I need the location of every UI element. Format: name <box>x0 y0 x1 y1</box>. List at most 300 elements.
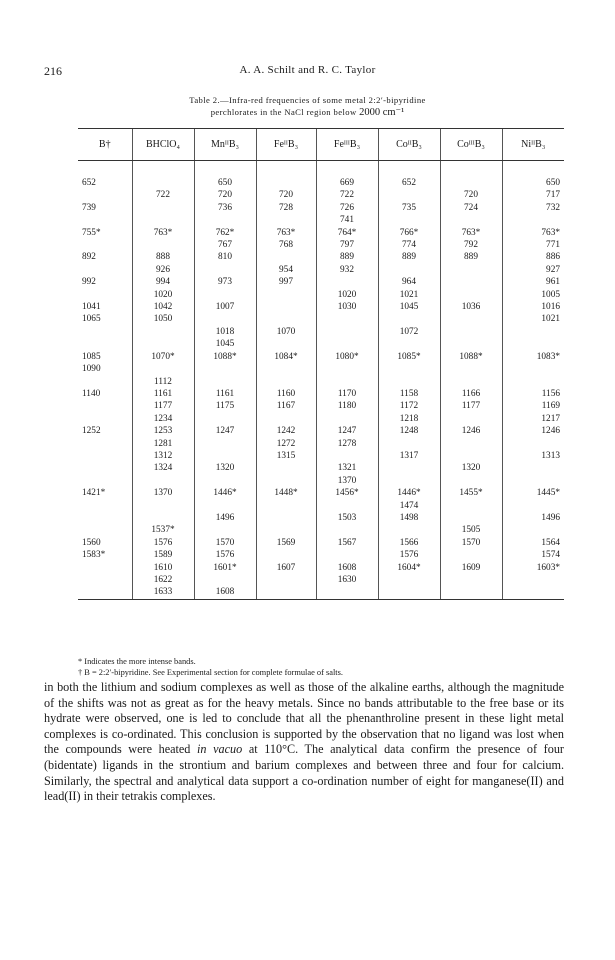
table-row <box>78 313 564 325</box>
table-cell: 736 <box>194 202 256 214</box>
table-cell: 889 <box>440 251 502 263</box>
table-cell: 1503 <box>316 512 378 524</box>
table-cell: 1085 <box>82 351 101 362</box>
table-cell: 720 <box>194 189 256 201</box>
table-cell <box>132 177 194 189</box>
table-cell: 1448* <box>256 487 316 499</box>
table-cell: 1170 <box>316 388 378 400</box>
table-spacer-cell <box>502 161 564 178</box>
table-cell <box>440 500 502 512</box>
table-cell <box>316 450 378 462</box>
table-row <box>78 425 564 437</box>
table-cell: 792 <box>440 239 502 251</box>
table-row <box>78 189 564 201</box>
table-cell: 927 <box>502 264 564 276</box>
table-cell <box>502 524 564 536</box>
table-row <box>78 475 564 487</box>
table-cell: 1166 <box>440 388 502 400</box>
table-cell <box>256 524 316 536</box>
table-cell: 732 <box>502 202 564 214</box>
table-cell: 1072 <box>378 326 440 338</box>
caption-line-1: Table 2.—Infra-red frequencies of some metal 2:2′-bipyridine <box>189 95 426 105</box>
table-cell: 1177 <box>132 400 194 412</box>
table-cell: 1474 <box>378 500 440 512</box>
table-cell <box>440 276 502 288</box>
table-cell: 1090 <box>82 364 101 375</box>
table-spacer-cell <box>316 161 378 178</box>
table-cell: 1496 <box>194 512 256 524</box>
table-cell: 1505 <box>440 524 502 536</box>
table-cell: 650 <box>194 177 256 189</box>
table-cell: 1272 <box>256 438 316 450</box>
table-cell <box>440 438 502 450</box>
table-row <box>78 239 564 251</box>
table-cell <box>502 586 564 599</box>
table-cell <box>378 313 440 325</box>
table-cell: 1498 <box>378 512 440 524</box>
table-cell: 1608 <box>316 562 378 574</box>
table-cell <box>78 438 132 450</box>
table-cell: 1080* <box>316 351 378 363</box>
table-cell: 735 <box>378 202 440 214</box>
table-cell: 1246 <box>440 425 502 437</box>
table-cell: 1589 <box>132 549 194 561</box>
table-cell <box>194 313 256 325</box>
table-cell <box>194 524 256 536</box>
table-cell: 1084* <box>256 351 316 363</box>
table-cell <box>440 264 502 276</box>
table-cell <box>78 214 132 226</box>
table-cell <box>256 475 316 487</box>
table-cell: 1609 <box>440 562 502 574</box>
table-cell: 1020 <box>132 289 194 301</box>
table-cell <box>194 475 256 487</box>
table-cell: 810 <box>194 251 256 263</box>
table-cell: 1217 <box>502 413 564 425</box>
table-cell: 1313 <box>502 450 564 462</box>
table-cell: 1610 <box>132 562 194 574</box>
table-cell: 1065 <box>82 314 101 325</box>
table-row <box>78 450 564 462</box>
table-cell <box>316 413 378 425</box>
table-cell <box>78 338 132 350</box>
table-cell: 889 <box>378 251 440 263</box>
table-cell <box>256 413 316 425</box>
table-cell <box>78 524 132 536</box>
table-cell: 1018 <box>194 326 256 338</box>
table-row <box>78 413 564 425</box>
column-header: MnᴵᴵB₃ <box>194 129 256 161</box>
table-cell: 1370 <box>132 487 194 499</box>
table-cell: 1633 <box>132 586 194 599</box>
table-cell: 728 <box>256 202 316 214</box>
table-cell: 763* <box>502 227 564 239</box>
table-row <box>78 227 564 239</box>
table-cell: 652 <box>378 177 440 189</box>
table-cell: 926 <box>132 264 194 276</box>
table-cell: 774 <box>378 239 440 251</box>
table-cell: 717 <box>502 189 564 201</box>
column-header: CoᴵᴵB₃ <box>378 129 440 161</box>
table-row <box>78 264 564 276</box>
table-cell: 1161 <box>194 388 256 400</box>
table-cell: 720 <box>440 189 502 201</box>
table-cell: 1253 <box>132 425 194 437</box>
paragraph-text-part-1: in both the lithium and sodium complexes as well as those of the alkaline earths, although the magnitude of the shifts was not as great as for the heavy metals. Since no bands attributable to the free base or its hydrate were observed, one is led to conclude that all the phenanthroline present in these light metal complexes is co-ordinated. This conclusion is supported by the observation that no ligand was lost when the compounds were heated <box>44 680 564 757</box>
table-cell <box>502 363 564 375</box>
table-cell <box>256 586 316 599</box>
paragraph-italic-in-vacuo: in vacuo <box>197 742 243 757</box>
table-cell: 1160 <box>256 388 316 400</box>
table-cell: 1041 <box>82 302 101 313</box>
table-row <box>78 574 564 586</box>
table-cell: 1175 <box>194 400 256 412</box>
table-cell: 1007 <box>194 301 256 313</box>
table-cell <box>316 276 378 288</box>
table-row <box>78 512 564 524</box>
table-cell: 1569 <box>256 537 316 549</box>
table-cell <box>440 574 502 586</box>
table-cell: 1601* <box>194 562 256 574</box>
table-cell <box>256 251 316 263</box>
table-cell <box>78 413 132 425</box>
table-cell: 722 <box>132 189 194 201</box>
table-cell: 669 <box>316 177 378 189</box>
table-cell: 1421* <box>82 488 106 499</box>
table-cell: 1576 <box>132 537 194 549</box>
table-body <box>78 161 564 600</box>
table-cell: 1252 <box>82 426 101 437</box>
table-cell <box>132 338 194 350</box>
table-cell <box>132 239 194 251</box>
table-cell: 724 <box>440 202 502 214</box>
table-cell: 1566 <box>378 537 440 549</box>
table-row <box>78 438 564 450</box>
table-cell: 1021 <box>378 289 440 301</box>
table-cell <box>440 177 502 189</box>
table-cell <box>440 475 502 487</box>
table-cell: 1083* <box>502 351 564 363</box>
table-cell: 1607 <box>256 562 316 574</box>
table-cell <box>316 524 378 536</box>
table-cell: 762* <box>194 227 256 239</box>
table-cell <box>378 264 440 276</box>
table-cell <box>502 338 564 350</box>
table-cell <box>256 313 316 325</box>
table-cell: 1172 <box>378 400 440 412</box>
table-cell <box>256 214 316 226</box>
table-cell <box>256 512 316 524</box>
table-header-row <box>78 129 564 161</box>
table-cell <box>194 214 256 226</box>
table-cell <box>502 326 564 338</box>
column-header: CoᴵᴵᴵB₃ <box>440 129 502 161</box>
footnote-bipyridine: † B = 2:2′-bipyridine. See Experimental section for complete formulae of salts. <box>78 667 343 677</box>
table-cell: 771 <box>502 239 564 251</box>
column-header: FeᴵᴵᴵB₃ <box>316 129 378 161</box>
table-cell <box>78 189 132 201</box>
table-cell: 1158 <box>378 388 440 400</box>
table-cell: 1088* <box>194 351 256 363</box>
table-row <box>78 400 564 412</box>
table-cell: 1537* <box>132 524 194 536</box>
table-cell <box>194 289 256 301</box>
frequency-table <box>78 128 564 600</box>
table-row <box>78 462 564 474</box>
body-paragraph <box>44 680 564 805</box>
table-footnotes <box>78 657 343 678</box>
column-header: NiᴵᴵB₃ <box>502 129 564 161</box>
table-cell <box>194 413 256 425</box>
table-cell <box>132 326 194 338</box>
table-cell <box>78 586 132 599</box>
footnote-intense-bands: * Indicates the more intense bands. <box>78 657 196 666</box>
table-cell <box>440 313 502 325</box>
table-cell: 763* <box>440 227 502 239</box>
table-cell <box>378 214 440 226</box>
table-cell: 932 <box>316 264 378 276</box>
table-cell: 1021 <box>502 313 564 325</box>
table-cell: 1020 <box>316 289 378 301</box>
table-cell: 1247 <box>194 425 256 437</box>
table-row <box>78 487 564 499</box>
table-cell <box>78 562 132 574</box>
frequency-table-container <box>78 128 564 600</box>
table-cell: 1603* <box>502 562 564 574</box>
table-cell: 1324 <box>132 462 194 474</box>
caption-unit: 2000 cm⁻¹ <box>359 107 405 118</box>
table-row <box>78 537 564 549</box>
table-cell <box>378 363 440 375</box>
table-cell: 1156 <box>502 388 564 400</box>
table-cell <box>316 338 378 350</box>
table-cell <box>256 289 316 301</box>
table-cell: 1496 <box>502 512 564 524</box>
running-title: A. A. Schilt and R. C. Taylor <box>239 64 376 76</box>
table-cell <box>316 586 378 599</box>
table-cell: 964 <box>378 276 440 288</box>
table-cell <box>440 586 502 599</box>
table-row <box>78 251 564 263</box>
table-cell: 1169 <box>502 400 564 412</box>
table-cell: 767 <box>194 239 256 251</box>
table-cell: 1247 <box>316 425 378 437</box>
table-cell: 722 <box>316 189 378 201</box>
table-cell <box>502 475 564 487</box>
table-row <box>78 202 564 214</box>
table-cell <box>256 301 316 313</box>
column-header: BHClO₄ <box>132 129 194 161</box>
table-cell: 994 <box>132 276 194 288</box>
table-cell: 1088* <box>440 351 502 363</box>
table-cell: 1070* <box>132 351 194 363</box>
table-cell: 650 <box>502 177 564 189</box>
table-cell <box>194 438 256 450</box>
table-cell: 1446* <box>194 487 256 499</box>
table-cell: 1455* <box>440 487 502 499</box>
table-cell <box>194 574 256 586</box>
table-cell: 1050 <box>132 313 194 325</box>
table-cell <box>78 326 132 338</box>
table-cell: 739 <box>82 202 96 213</box>
table-cell <box>78 289 132 301</box>
table-cell: 892 <box>82 252 96 263</box>
table-cell <box>78 512 132 524</box>
table-cell <box>194 376 256 388</box>
table-row <box>78 549 564 561</box>
table-cell <box>502 214 564 226</box>
table-cell: 1177 <box>440 400 502 412</box>
table-cell <box>502 462 564 474</box>
table-row <box>78 289 564 301</box>
table-spacer-cell <box>378 161 440 178</box>
table-cell: 1045 <box>378 301 440 313</box>
table-cell <box>440 512 502 524</box>
table-cell: 1180 <box>316 400 378 412</box>
table-cell: 652 <box>82 178 96 188</box>
table-cell: 1242 <box>256 425 316 437</box>
table-cell <box>378 524 440 536</box>
table-cell: 1321 <box>316 462 378 474</box>
table-cell <box>378 586 440 599</box>
table-cell: 766* <box>378 227 440 239</box>
table-cell <box>440 214 502 226</box>
table-cell <box>256 177 316 189</box>
table-cell: 1005 <box>502 289 564 301</box>
table-cell <box>78 475 132 487</box>
table-cell <box>78 264 132 276</box>
table-cell: 1576 <box>378 549 440 561</box>
table-row <box>78 562 564 574</box>
column-header: B† <box>78 129 132 161</box>
paragraph-text <box>44 680 564 805</box>
table-cell: 886 <box>502 251 564 263</box>
table-cell <box>256 338 316 350</box>
table-row <box>78 338 564 350</box>
table-cell <box>256 500 316 512</box>
table-cell: 1570 <box>440 537 502 549</box>
table-cell <box>256 574 316 586</box>
table-cell: 888 <box>132 251 194 263</box>
table-cell <box>78 239 132 251</box>
table-cell: 1583* <box>82 550 106 561</box>
table-caption <box>0 94 615 119</box>
table-cell <box>440 289 502 301</box>
table-cell: 889 <box>316 251 378 263</box>
table-cell <box>78 462 132 474</box>
table-cell: 1042 <box>132 301 194 313</box>
table-cell <box>378 376 440 388</box>
table-cell <box>440 413 502 425</box>
caption-line-2-text: perchlorates in the NaCl region below <box>210 107 357 117</box>
page-number: 216 <box>44 64 62 78</box>
table-cell <box>316 376 378 388</box>
table-cell <box>78 500 132 512</box>
table-cell: 1456* <box>316 487 378 499</box>
table-cell: 1246 <box>502 425 564 437</box>
table-row <box>78 351 564 363</box>
table-spacer-cell <box>78 161 132 178</box>
table-cell <box>440 338 502 350</box>
table-cell: 1320 <box>440 462 502 474</box>
table-cell: 1278 <box>316 438 378 450</box>
table-cell: 1281 <box>132 438 194 450</box>
table-cell: 1248 <box>378 425 440 437</box>
table-cell <box>440 326 502 338</box>
table-cell <box>256 376 316 388</box>
table-cell <box>78 376 132 388</box>
table-cell <box>132 500 194 512</box>
table-cell: 1167 <box>256 400 316 412</box>
table-cell: 1564 <box>502 537 564 549</box>
table-cell <box>78 574 132 586</box>
table-row <box>78 326 564 338</box>
table-cell <box>194 264 256 276</box>
table-cell: 973 <box>194 276 256 288</box>
table-cell: 1622 <box>132 574 194 586</box>
table-cell: 763* <box>256 227 316 239</box>
table-spacer-row <box>78 161 564 178</box>
table-row <box>78 586 564 599</box>
table-cell <box>378 574 440 586</box>
table-cell <box>502 500 564 512</box>
table-cell: 720 <box>256 189 316 201</box>
table-cell <box>132 475 194 487</box>
table-cell: 1576 <box>194 549 256 561</box>
paragraph-text-part-2: at 110°C. The analytical data confirm the presence of four (bidentate) ligands in the strontium and barium complexes and between three and four for calcium. Similarly, the spectral and analytical data support a co-ordination number of eight for manganese(II) and lead(II) in their tetrakis complexes. <box>44 742 564 804</box>
table-cell <box>132 214 194 226</box>
table-cell <box>316 326 378 338</box>
table-cell: 763* <box>132 227 194 239</box>
table-cell <box>316 500 378 512</box>
table-cell: 1016 <box>502 301 564 313</box>
table-cell: 1567 <box>316 537 378 549</box>
table-row <box>78 177 564 189</box>
table-spacer-cell <box>256 161 316 178</box>
table-cell <box>256 363 316 375</box>
table-cell <box>378 462 440 474</box>
table-cell <box>194 450 256 462</box>
table-spacer-cell <box>132 161 194 178</box>
table-cell: 1218 <box>378 413 440 425</box>
table-row <box>78 276 564 288</box>
table-cell <box>502 438 564 450</box>
table-cell <box>132 512 194 524</box>
column-header: FeᴵᴵB₃ <box>256 129 316 161</box>
table-cell <box>378 338 440 350</box>
table-cell: 797 <box>316 239 378 251</box>
table-cell <box>316 549 378 561</box>
table-cell: 1560 <box>82 537 101 548</box>
table-cell: 1608 <box>194 586 256 599</box>
table-cell: 961 <box>502 276 564 288</box>
table-cell: 1445* <box>502 487 564 499</box>
table-cell: 992 <box>82 277 96 288</box>
table-cell: 726 <box>316 202 378 214</box>
table-cell: 954 <box>256 264 316 276</box>
table-cell <box>378 475 440 487</box>
table-cell: 1070 <box>256 326 316 338</box>
table-cell <box>132 202 194 214</box>
table-cell <box>440 549 502 561</box>
table-cell: 1446* <box>378 487 440 499</box>
table-cell: 1112 <box>132 376 194 388</box>
table-cell: 755* <box>82 227 101 238</box>
table-cell: 1085* <box>378 351 440 363</box>
table-cell <box>256 549 316 561</box>
table-cell: 1320 <box>194 462 256 474</box>
table-row <box>78 524 564 536</box>
